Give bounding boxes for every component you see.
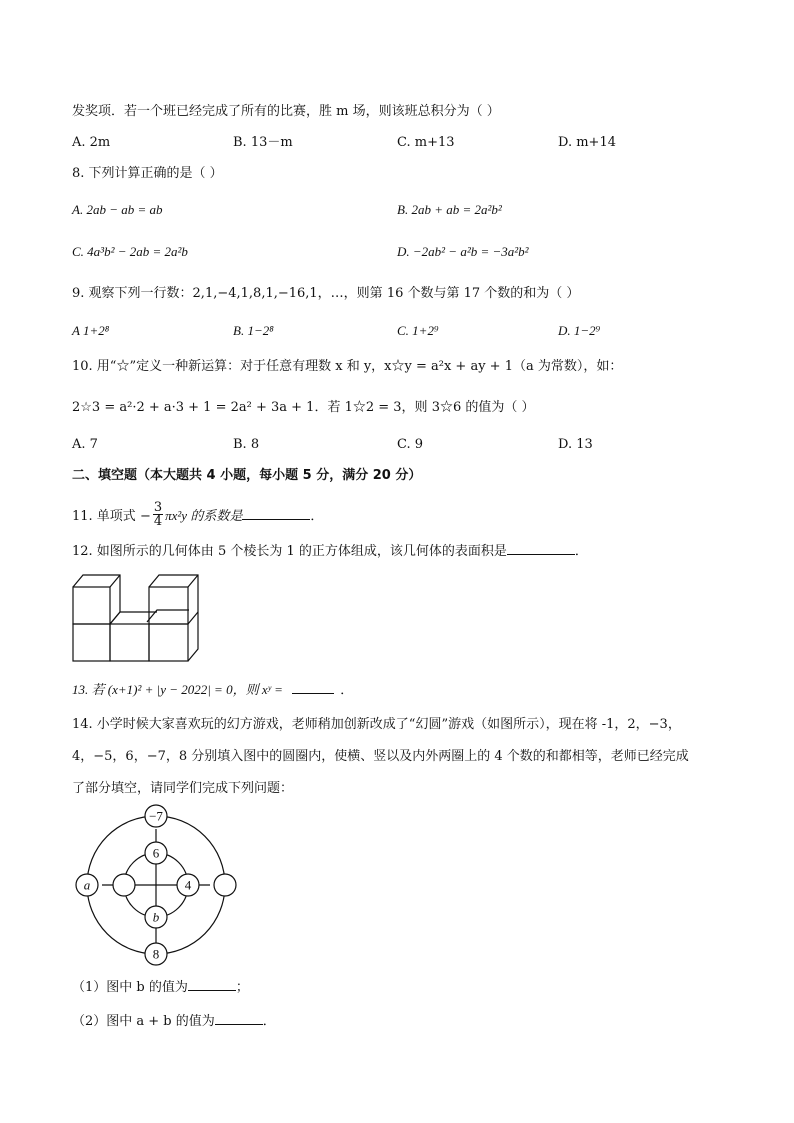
node-top-inner-label: 6	[152, 845, 160, 861]
q10-option-a: A. 7	[72, 437, 98, 452]
node-bottom-outer-label: 8	[152, 946, 160, 962]
q14-sub2-end: ．	[262, 1014, 276, 1029]
q7-option-d: D. m+14	[558, 135, 616, 150]
q11-fraction-denominator: 4	[153, 514, 163, 529]
node-right-outer[interactable]	[214, 874, 236, 896]
q14-sub2-text: （2）图中 a + b 的值为	[72, 1014, 215, 1029]
q14-line1: 14. 小学时候大家喜欢玩的幻方游戏，老师稍加创新改成了“幻圆”游戏（如图所示），现在将 -1，2，−3，	[72, 717, 681, 732]
node-top-outer-label: −7	[149, 808, 163, 824]
q7-option-a: A. 2m	[72, 135, 111, 150]
q10-option-c: C. 9	[397, 437, 424, 452]
q11-fraction-numerator: 3	[153, 500, 163, 515]
q8-option-c: C. 4a³b² − 2ab = 2a²b	[72, 244, 188, 259]
q10-stem-line2: 2☆3 = a²·2 + a·3 + 1 = 2a² + 3a + 1．若 1☆2 = 3，则 3☆6 的值为（ ）	[72, 400, 535, 415]
magic-circle-figure	[72, 805, 242, 970]
q10-stem-line1: 10. 用“☆”定义一种新运算：对于任意有理数 x 和 y，x☆y = a²x + ay + 1（a 为常数），如：	[72, 359, 623, 374]
q14-sub2-answer-blank[interactable]	[215, 1010, 263, 1025]
section-heading-fill-in: 二、填空题（本大题共 4 小题，每小题 5 分，满分 20 分）	[72, 468, 422, 483]
q12-line	[72, 540, 588, 561]
q14-sub1-end: ；	[235, 980, 249, 995]
q10-option-b: B. 8	[233, 437, 260, 452]
q7-option-b: B. 13－m	[233, 135, 293, 150]
q11-prefix: 11. 单项式 −	[72, 509, 151, 524]
q11-answer-blank[interactable]	[242, 505, 310, 520]
q8-option-a: A. 2ab − ab = ab	[72, 202, 163, 217]
q11-line	[72, 500, 324, 530]
q12-answer-blank[interactable]	[507, 540, 575, 555]
q9-option-d: D. 1−2⁹	[558, 323, 601, 338]
q14-sub1-line	[72, 976, 249, 997]
node-left-outer-label: a	[83, 877, 91, 893]
node-bottom-inner-label: b	[152, 909, 160, 925]
q8-stem: 8. 下列计算正确的是（ ）	[72, 166, 223, 181]
q11-middle: πx²y 的系数是	[165, 508, 243, 523]
q13-answer-blank[interactable]	[292, 679, 334, 694]
q14-line2: 4，−5，6，−7，8 分别填入图中的圆圈内，使横、竖以及内外两圈上的 4 个数的和都相等，老师已经完成	[72, 749, 689, 764]
q13-text: 13. 若 (x+1)² + |y − 2022| = 0，则 xʸ =	[72, 682, 287, 697]
q7-tail-text: 发奖项．若一个班已经完成了所有的比赛，胜 m 场，则该班总积分为（ ）	[72, 104, 500, 119]
q11-fraction	[153, 501, 163, 528]
q14-sub1-answer-blank[interactable]	[188, 976, 236, 991]
q9-stem: 9. 观察下列一行数：2,1,−4,1,8,1,−16,1，…，则第 16 个数与第 17 个数的和为（ ）	[72, 286, 580, 301]
q10-option-d: D. 13	[558, 437, 593, 452]
q14-sub2-line	[72, 1010, 276, 1031]
node-left-inner[interactable]	[113, 874, 135, 896]
q8-option-d: D. −2ab² − a²b = −3a²b²	[397, 244, 529, 259]
q14-line3: 了部分填空，请同学们完成下列问题：	[72, 781, 294, 796]
q8-option-b: B. 2ab + ab = 2a²b²	[397, 202, 502, 217]
q13-line	[72, 679, 353, 699]
q13-suffix: ．	[340, 682, 354, 697]
q14-sub1-text: （1）图中 b 的值为	[72, 980, 188, 995]
q9-option-a: A 1+2⁸	[72, 323, 110, 338]
q12-text: 12. 如图所示的几何体由 5 个棱长为 1 的正方体组成，该几何体的表面积是	[72, 544, 507, 559]
cube-solid-figure	[70, 570, 205, 665]
q7-option-c: C. m+13	[397, 135, 455, 150]
q12-suffix: ．	[574, 544, 588, 559]
q9-option-c: C. 1+2⁹	[397, 323, 439, 338]
q9-option-b: B. 1−2⁸	[233, 323, 274, 338]
node-right-inner-label: 4	[184, 877, 192, 893]
q11-suffix: ．	[310, 509, 324, 524]
